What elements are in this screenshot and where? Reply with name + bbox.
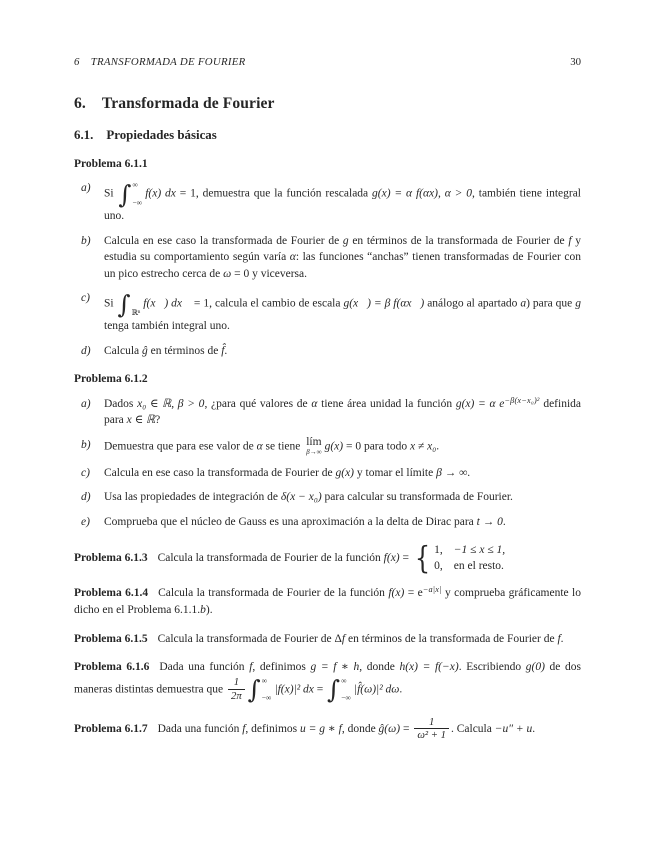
text-run: análogo al apartado <box>424 297 521 310</box>
running-header-title: TRANSFORMADA DE FOURIER <box>90 56 246 68</box>
math-run: f <box>242 722 246 735</box>
item-label: d) <box>81 344 91 357</box>
text-run: , donde <box>359 661 400 674</box>
item-body <box>104 343 581 360</box>
problem-block <box>74 156 581 360</box>
item-body <box>104 180 581 225</box>
integral-sign: ∫ <box>118 179 132 209</box>
math-run: g(x) <box>335 466 355 479</box>
text-run: Dada una función <box>157 722 243 735</box>
text-run: , <box>171 397 178 410</box>
subsection-title: Propiedades básicas <box>106 128 217 143</box>
problem-item <box>74 180 581 225</box>
math-run: g(x) = α e <box>455 397 505 410</box>
math-run: g(0) <box>525 661 545 674</box>
math-run: f <box>341 632 346 645</box>
text-run: ). <box>205 604 213 616</box>
integral <box>118 180 142 208</box>
text-run: = 0 y viceversa. <box>231 267 307 280</box>
integral-lower-limit: −∞ <box>132 197 143 207</box>
text-run: . <box>436 440 440 453</box>
math-run: b <box>200 604 206 616</box>
problem-item <box>74 233 581 283</box>
math-run: f(x) dx <box>145 187 176 200</box>
problem-title: Problema 6.1.1 <box>74 157 148 170</box>
problem-item <box>74 343 581 360</box>
problem-paragraph <box>74 716 581 743</box>
integral-sign: ∫ <box>247 675 261 705</box>
item-label: c) <box>81 466 90 479</box>
text-run: definida para <box>104 397 582 427</box>
text-run: = <box>400 722 413 735</box>
piecewise-function <box>414 539 506 577</box>
text-run: Calcula la transformada de Fourier de la función <box>158 587 389 600</box>
problem-item <box>74 437 581 457</box>
text-run: Comprueba que el núcleo de Gauss es una aproximación a la delta de Dirac para <box>104 516 477 529</box>
problem-title: Problema 6.1.5 <box>74 632 148 645</box>
item-label: a) <box>81 397 91 410</box>
text-run: , también tiene integral uno. <box>104 187 582 223</box>
fraction <box>414 716 449 743</box>
problem-block <box>74 659 581 704</box>
text-run: , donde <box>341 722 379 735</box>
text-run: y tomar el límite <box>354 466 437 479</box>
item-label: b) <box>81 234 91 247</box>
integral-upper-limit: ∞ <box>261 675 268 685</box>
integral-limits <box>132 180 143 208</box>
text-run: Dada una función <box>159 661 250 674</box>
text-run: en términos de la transformada de Fourier de <box>348 234 569 247</box>
math-run: x₀ ∈ ℝ <box>137 397 172 410</box>
problem-block <box>74 371 581 530</box>
item-body <box>104 290 581 335</box>
math-run: g <box>342 234 349 247</box>
text-run: = <box>313 683 327 696</box>
case-condition: en el resto. <box>453 559 504 572</box>
superscript: −a|x| <box>422 585 442 595</box>
problem-title: Problema 6.1.2 <box>74 373 148 386</box>
text-run: , <box>437 187 445 200</box>
integral-limits <box>131 290 141 318</box>
page-number: 30 <box>570 56 581 68</box>
math-run: ĝ <box>142 344 148 357</box>
problem-paragraph <box>74 659 581 704</box>
text-run: Usa las propiedades de integración de <box>104 491 281 504</box>
subsection-number: 6.1. <box>74 128 94 143</box>
text-run: tiene área unidad la función <box>317 397 456 410</box>
integral-lower-limit: ℝⁿ <box>131 307 141 317</box>
math-run: −u″ + u <box>494 722 533 735</box>
math-run: |f̂(ω)|² dω <box>353 683 400 696</box>
item-body <box>104 514 581 531</box>
math-run: h(x) = f(−x) <box>399 661 459 674</box>
integral-upper-limit: ∞ <box>132 180 138 190</box>
math-run: α <box>289 251 296 264</box>
problem-title: Problema 6.1.7 <box>74 722 148 735</box>
problem-paragraph <box>74 539 581 577</box>
text-run: = 1, demuestra que la función rescalada <box>175 187 373 200</box>
integral-upper-limit: ∞ <box>341 675 347 685</box>
integral-lower-limit: −∞ <box>261 693 272 703</box>
text-run: tenga también integral uno. <box>104 320 230 333</box>
text-run: se tiene <box>262 440 304 453</box>
item-label: d) <box>81 491 91 504</box>
cases-rows <box>434 543 505 574</box>
text-run: , ¿para qué valores de <box>204 397 312 410</box>
problem-item <box>74 396 581 429</box>
text-run: Si <box>104 187 118 200</box>
text-run: Demuestra que para ese valor de <box>104 440 257 453</box>
math-run: g <box>575 297 582 310</box>
math-run: a <box>520 297 527 310</box>
math-run: α <box>311 397 318 410</box>
fraction-numerator: 1 <box>228 676 245 690</box>
problem-item <box>74 489 581 506</box>
text-run: : las funciones “anchas” tienen transformadas de Fourier con un pico estrecho cerca de <box>104 251 581 280</box>
math-run: g(x⃗) = β f(αx⃗) <box>343 297 425 310</box>
item-label: a) <box>81 182 91 195</box>
problem-item <box>74 514 581 531</box>
math-run: u = g ∗ f <box>300 722 342 735</box>
problem-item <box>74 465 581 482</box>
integral-sign: ∫ <box>327 675 341 705</box>
math-run: f <box>249 661 253 674</box>
text-run: Calcula la transformada de Fourier de Δ <box>157 632 342 645</box>
item-body <box>104 396 581 429</box>
subsection-heading <box>74 127 581 143</box>
case-condition: −1 ≤ x ≤ 1, <box>453 543 506 556</box>
case-value: 1, <box>434 543 443 556</box>
text-run: en términos de <box>147 344 222 357</box>
text-run: en términos de la transformada de Fourier de <box>345 632 558 645</box>
math-run: α <box>256 440 263 453</box>
problem-block <box>74 631 581 648</box>
section-number: 6. <box>74 94 86 112</box>
math-run: g(x) = α f(αx) <box>372 187 438 200</box>
fraction-denominator: 2π <box>231 690 242 703</box>
item-label: e) <box>81 516 90 529</box>
section-heading <box>74 94 581 113</box>
text-run: . <box>467 466 471 479</box>
integral <box>327 676 351 704</box>
text-run: Calcula <box>104 344 142 357</box>
left-brace: { <box>414 539 431 577</box>
text-run: Calcula en ese caso la transformada de Fourier de <box>104 234 343 247</box>
text-run: = 0 para todo <box>343 440 410 453</box>
integral <box>118 290 141 318</box>
text-run: y comprueba gráficamente lo dicho en el Problema 6.1.1. <box>74 587 581 616</box>
integral <box>248 676 272 704</box>
limit-operator: lím <box>306 436 322 449</box>
text-run: Dados <box>104 397 138 410</box>
text-run: de dos maneras distintas demuestra que <box>74 661 581 696</box>
fraction-numerator: 1 <box>414 716 449 730</box>
math-run: f̂ <box>221 344 225 357</box>
item-body <box>104 437 581 457</box>
problem-title: Problema 6.1.6 <box>74 661 150 674</box>
math-run: f(x) <box>388 587 405 600</box>
item-label: c) <box>81 292 90 305</box>
text-run: Si <box>104 297 117 310</box>
text-run: . <box>532 722 536 735</box>
item-label: b) <box>81 439 91 452</box>
problem-title: Problema 6.1.4 <box>74 587 149 600</box>
text-run: = <box>399 551 412 564</box>
limit <box>306 437 321 457</box>
text-run: . <box>502 516 506 529</box>
math-run: f <box>568 234 572 247</box>
problem-item <box>74 290 581 335</box>
math-run: g = f ∗ h <box>310 661 360 674</box>
problem-block <box>74 539 581 577</box>
text-run: . Escribiendo <box>458 661 526 674</box>
text-run: . <box>560 632 564 645</box>
math-run: β > 0 <box>177 397 205 410</box>
text-run: = 1, calcula el cambio de escala <box>190 297 344 310</box>
text-run: . <box>399 683 403 696</box>
case-value: 0, <box>434 559 443 572</box>
math-run: δ(x − x₀) <box>280 491 322 504</box>
text-run: Calcula la transformada de Fourier de la función <box>157 551 384 564</box>
text-run: . <box>224 344 228 357</box>
math-run: t → 0 <box>476 516 503 529</box>
math-run: f(x) <box>383 551 400 564</box>
math-run: |f(x)|² dx <box>274 683 314 696</box>
math-run: α > 0 <box>444 187 472 200</box>
fraction-denominator: ω² + 1 <box>417 729 446 742</box>
text-run: , definimos <box>245 722 301 735</box>
problem-paragraph <box>74 585 581 618</box>
running-header <box>74 56 246 69</box>
math-run: x ≠ x₀ <box>409 440 437 453</box>
problem-title: Problema 6.1.3 <box>74 551 148 564</box>
text-run: y estudia su comportamiento según varía <box>104 234 582 264</box>
fraction <box>228 676 245 703</box>
text-run: . Calcula <box>450 722 495 735</box>
limit-subscript: β→∞ <box>306 449 322 457</box>
math-run: f(x⃗) dx⃗ <box>143 297 191 310</box>
math-run: ĝ(ω) <box>378 722 401 735</box>
section-title: Transformada de Fourier <box>101 94 275 112</box>
integral-limits <box>261 676 272 704</box>
text-run: Calcula en ese caso la transformada de Fourier de <box>104 466 336 479</box>
item-body <box>104 465 581 482</box>
math-run: ω <box>223 267 232 280</box>
integral-sign: ∫ <box>117 289 131 319</box>
superscript: −β(x−x₀)² <box>504 395 540 405</box>
text-run: ? <box>155 414 161 427</box>
problem-block <box>74 716 581 743</box>
text-run: = e <box>404 587 423 600</box>
problem-block <box>74 585 581 618</box>
item-body <box>104 489 581 506</box>
math-run: β → ∞ <box>436 466 468 479</box>
text-run: , definimos <box>252 661 311 674</box>
page-header <box>74 56 581 69</box>
problem-paragraph <box>74 631 581 648</box>
math-run: x ∈ ℝ <box>126 414 156 427</box>
problems-container <box>74 156 581 743</box>
integral-upper-limit <box>132 291 141 299</box>
integral-limits <box>340 676 351 704</box>
math-run: g(x) <box>324 440 344 453</box>
item-body <box>104 233 581 283</box>
running-header-section-number: 6 <box>74 56 80 68</box>
integral-lower-limit: −∞ <box>341 693 351 703</box>
math-run: f <box>557 632 561 645</box>
text-run: para calcular su transformada de Fourier. <box>321 491 513 504</box>
text-run: ) para que <box>526 297 576 310</box>
